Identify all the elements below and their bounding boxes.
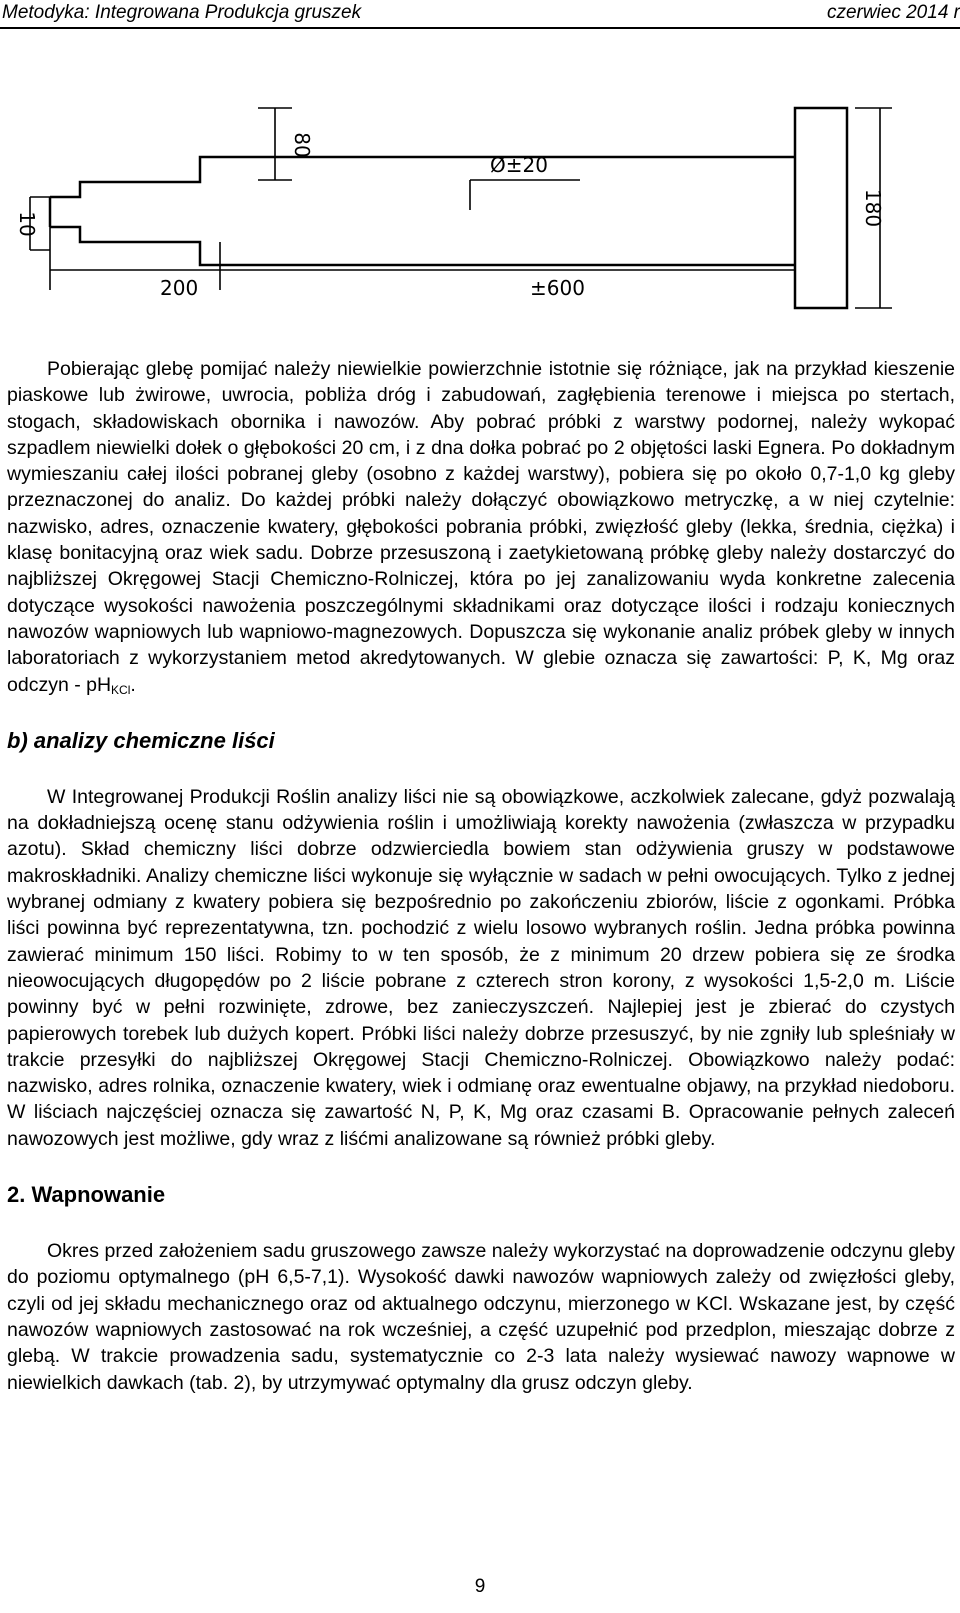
- section-heading-liming: 2. Wapnowanie: [7, 1182, 166, 1208]
- label-80: 80: [290, 132, 314, 158]
- header-title: Metodyka: Integrowana Produkcja gruszek: [2, 2, 362, 23]
- paragraph-soil-sampling: Pobierając glebę pomijać należy niewielkie powierzchnie istotnie się różniące, jak na przykład kieszenie piaskowe lub żwirowe, uwrocia, pobliża dróg i zabudowań, zagłębienia terenowe i miejsca po stertach, stogach, składowiskach obornika i nawozów. Aby pobrać próbki z warstwy podornej, należy wykopać szpadlem niewielki dołek o głębokości 20 cm, i z dna dołka pobrać po 2 objętości laski Egnera. Po dokładnym wymieszaniu całej ilości pobranej gleby (osobno z każdej warstwy), pobiera się po około 0,7-1,0 kg gleby przeznaczonej do analiz. Do każdej próbki należy dołączyć obowiązkowo metryczkę, a w niej czytelnie: nazwisko, adres, oznaczenie kwatery, głębokości pobrania próbki, zwięzłość gleby (lekka, średnia, ciężka) i klasę bonitacyjną oraz wiek sadu. Dobrze przesuszoną i zaetykietowaną próbkę gleby należy dostarczyć do najbliższej Okręgowej Stacji Chemiczno-Rolniczej, która po jej zanalizowaniu wyda konkretne zalecenia dotyczące wysokości nawożenia poszczególnymi składnikami oraz dotyczące ilości i rodzaju koniecznych nawozów wapniowych lub wapniowo-magnezowych. Dopuszcza się wykonanie analiz próbek gleby w innych laboratoriach z wykorzystaniem metod akredytowanych. W glebie oznacza się zawartości: P, K, Mg oraz odczyn - $pH_{KCl}$.: [7, 358, 955, 697]
- label-180: 180: [861, 188, 885, 228]
- soil-probe-drawing: [15, 100, 900, 315]
- label-diameter: Ø±20: [490, 153, 548, 177]
- label-200: 200: [160, 276, 199, 300]
- page-header: [0, 2, 960, 26]
- probe-handle: [795, 108, 847, 308]
- soil-probe-svg: [15, 100, 900, 315]
- header-date: czerwiec 2014 r: [826, 2, 960, 23]
- kcl-subscript: KCl: [111, 682, 131, 697]
- page-number: 9: [474, 1576, 486, 1597]
- paragraph-leaf-analysis: W Integrowanej Produkcji Roślin analizy liści nie są obowiązkowe, aczkolwiek zalecane, gdyż pozwalają na dokładniejszą ocenę stanu odżywienia roślin i umożliwiają korekty nawożenia (zwłaszcza w przypadku azotu). Skład chemiczny liści dobrze odzwierciedla bowiem stan odżywienia gruszy w podstawowe makroskładniki. Analizy chemiczne liści wykonuje się wyłącznie w sadach w pełni owocujących. Tylko z jednej wybranej odmiany z kwatery pobiera się bezpośrednio po zakończeniu zbiorów, liście z ogonkami. Próbka liści powinna być reprezentatywna, tzn. pochodzić z wielu losowo wybranych roślin. Jedna próbka powinna zawierać minimum 150 liści. Robimy to w ten sposób, że z minimum 20 drzew pobiera się ze środka nieowocujących długopędów po 2 liście pobrane z czterech stron korony, z wysokości 1,5-2,0 m. Liście powinny być w pełni rozwinięte, zdrowe, bez zanieczyszczeń. Najlepiej jest je zbierać do czystych papierowych torebek lub dużych kopert. Próbki liści należy dobrze przesuszyć, by nie zgniły lub spleśniały w trakcie przesyłki do najbliższej Okręgowej Stacji Chemiczno-Rolniczej. Obowiązkowo należy podać: nazwisko, adres rolnika, oznaczenie kwatery, wiek i odmianę oraz ewentualne objawy, na przykład niedoboru. W liściach najczęściej oznacza się zawartość N, P, K, Mg oraz czasami B. Opracowanie pełnych zaleceń nawozowych jest możliwe, gdy wraz z liśćmi analizowane są również próbki gleby.: [7, 785, 955, 1150]
- main-content: [7, 356, 955, 1396]
- probe-shaft-bottom: [50, 227, 795, 265]
- paragraph-liming: Okres przed założeniem sadu gruszowego zawsze należy wykorzystać na doprowadzenie odczynu gleby do poziomu optymalnego (pH 6,5-7,1). Wysokość dawki nawozów wapniowych zależy od zwięzłości gleby, czyli od jej składu mechanicznego oraz od aktualnego odczynu, mierzonego w KCl. Wskazane jest, by część nawozów wapniowych zastosować na rok wcześniej, a część uzupełnić pod przedplon, mieszając dobrze z glebą. W trakcie prowadzenia sadu, systematycznie co 2-3 lata należy wysiewać nawozy wapnowe w niewielkich dawkach (tab. 2), by utrzymywać optymalny dla grusz odczyn gleby.: [7, 1240, 955, 1394]
- section-heading-leaf-analysis: b) analizy chemiczne liści: [7, 727, 275, 753]
- probe-shaft-top: [50, 157, 795, 197]
- label-10: 10: [15, 211, 39, 237]
- label-600: ±600: [530, 276, 585, 300]
- header-rule: [0, 27, 960, 29]
